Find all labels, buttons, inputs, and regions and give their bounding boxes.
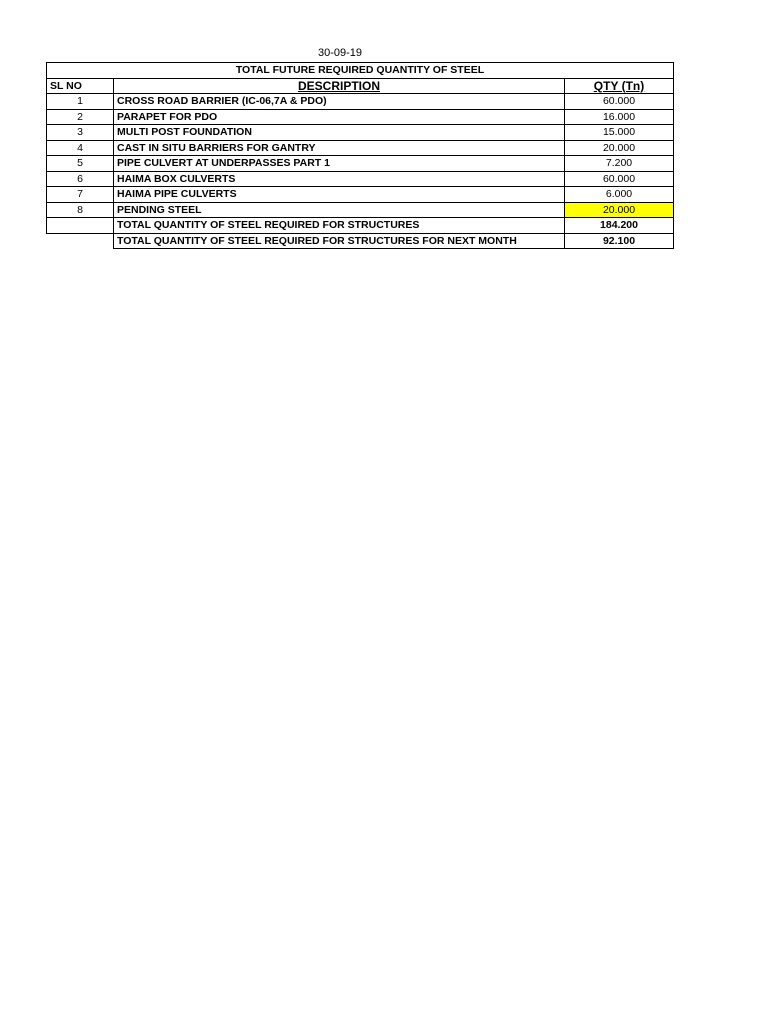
header-row — [47, 78, 674, 94]
row-description[interactable]: PENDING STEEL — [114, 202, 565, 218]
table-row — [47, 187, 674, 203]
row-description[interactable]: HAIMA BOX CULVERTS — [114, 171, 565, 187]
table-title[interactable]: TOTAL FUTURE REQUIRED QUANTITY OF STEEL — [47, 63, 674, 79]
row-description[interactable]: HAIMA PIPE CULVERTS — [114, 187, 565, 203]
row-sl-no[interactable]: 6 — [47, 171, 114, 187]
table-row — [47, 171, 674, 187]
next-month-total-qty[interactable]: 92.100 — [565, 233, 674, 249]
row-sl-no[interactable]: 4 — [47, 140, 114, 156]
row-qty[interactable]: 60.000 — [565, 171, 674, 187]
row-description[interactable]: CAST IN SITU BARRIERS FOR GANTRY — [114, 140, 565, 156]
table-row — [47, 94, 674, 110]
row-qty[interactable]: 60.000 — [565, 94, 674, 110]
row-qty[interactable]: 16.000 — [565, 109, 674, 125]
row-description[interactable]: PIPE CULVERT AT UNDERPASSES PART 1 — [114, 156, 565, 172]
row-description[interactable]: PARAPET FOR PDO — [114, 109, 565, 125]
steel-quantity-table — [46, 62, 674, 249]
row-qty[interactable]: 20.000 — [565, 140, 674, 156]
row-qty[interactable]: 6.000 — [565, 187, 674, 203]
next-month-total-description[interactable]: TOTAL QUANTITY OF STEEL REQUIRED FOR STRUCTURES FOR NEXT MONTH — [114, 233, 565, 249]
row-description[interactable]: CROSS ROAD BARRIER (IC-06,7A & PDO) — [114, 94, 565, 110]
table-row — [47, 202, 674, 218]
total-sl-empty[interactable] — [47, 218, 114, 234]
header-description[interactable]: DESCRIPTION — [114, 78, 565, 94]
header-sl-no[interactable]: SL NO — [47, 78, 114, 94]
table-row — [47, 140, 674, 156]
row-description[interactable]: MULTI POST FOUNDATION — [114, 125, 565, 141]
title-row — [47, 63, 674, 79]
row-sl-no[interactable]: 1 — [47, 94, 114, 110]
table-row — [47, 109, 674, 125]
row-sl-no[interactable]: 3 — [47, 125, 114, 141]
row-qty[interactable]: 7.200 — [565, 156, 674, 172]
empty-cell — [47, 233, 114, 249]
total-qty[interactable]: 184.200 — [565, 218, 674, 234]
date-label: 30-09-19 — [317, 47, 363, 59]
row-qty-highlighted[interactable]: 20.000 — [565, 202, 674, 218]
row-qty[interactable]: 15.000 — [565, 125, 674, 141]
table-row — [47, 156, 674, 172]
next-month-total-row — [47, 233, 674, 249]
total-row — [47, 218, 674, 234]
row-sl-no[interactable]: 7 — [47, 187, 114, 203]
row-sl-no[interactable]: 2 — [47, 109, 114, 125]
row-sl-no[interactable]: 5 — [47, 156, 114, 172]
table-row — [47, 125, 674, 141]
header-qty[interactable]: QTY (Tn) — [565, 78, 674, 94]
total-description[interactable]: TOTAL QUANTITY OF STEEL REQUIRED FOR STRUCTURES — [114, 218, 565, 234]
row-sl-no[interactable]: 8 — [47, 202, 114, 218]
